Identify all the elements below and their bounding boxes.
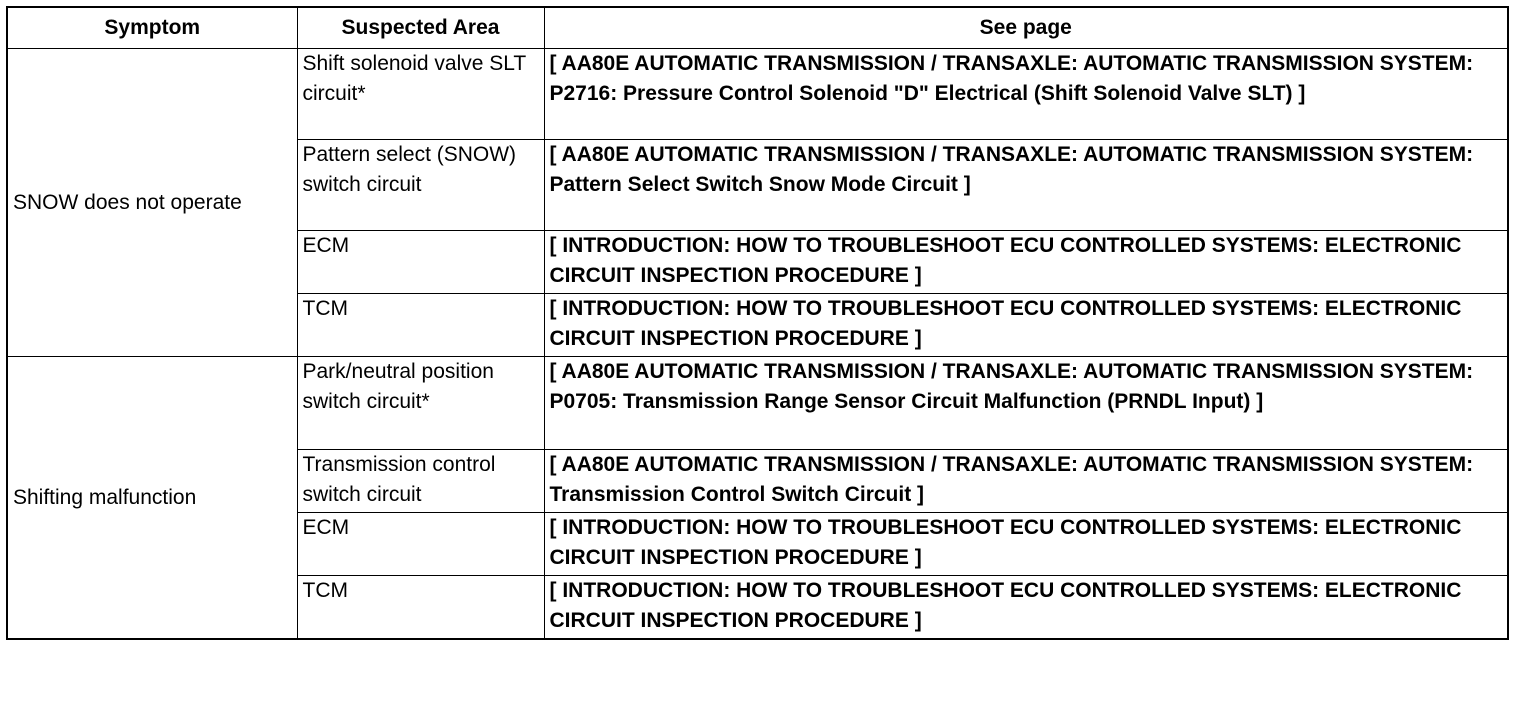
suspected-area-cell: ECM xyxy=(297,513,544,576)
suspected-area-cell: Shift solenoid valve SLT circuit* xyxy=(297,49,544,140)
header-symptom: Symptom xyxy=(7,7,297,49)
symptom-cell: Shifting malfunction xyxy=(7,357,297,640)
table-row xyxy=(7,49,1508,140)
suspected-area-cell: ECM xyxy=(297,231,544,294)
header-row xyxy=(7,7,1508,49)
see-page-link[interactable]: [ INTRODUCTION: HOW TO TROUBLESHOOT ECU CONTROLLED SYSTEMS: ELECTRONIC CIRCUIT INSPECTION PROCEDURE ] xyxy=(544,513,1508,576)
troubleshooting-table xyxy=(6,6,1509,640)
suspected-area-cell: Transmission control switch circuit xyxy=(297,450,544,513)
header-see-page: See page xyxy=(544,7,1508,49)
see-page-link[interactable]: [ INTRODUCTION: HOW TO TROUBLESHOOT ECU CONTROLLED SYSTEMS: ELECTRONIC CIRCUIT INSPECTION PROCEDURE ] xyxy=(544,294,1508,357)
suspected-area-cell: TCM xyxy=(297,294,544,357)
suspected-area-cell: TCM xyxy=(297,576,544,640)
see-page-link[interactable]: [ AA80E AUTOMATIC TRANSMISSION / TRANSAXLE: AUTOMATIC TRANSMISSION SYSTEM: P0705: Transmission Range Sensor Circuit Malfunction (PRNDL Input) ] xyxy=(544,357,1508,450)
see-page-link[interactable]: [ INTRODUCTION: HOW TO TROUBLESHOOT ECU CONTROLLED SYSTEMS: ELECTRONIC CIRCUIT INSPECTION PROCEDURE ] xyxy=(544,231,1508,294)
see-page-link[interactable]: [ AA80E AUTOMATIC TRANSMISSION / TRANSAXLE: AUTOMATIC TRANSMISSION SYSTEM: Transmission Control Switch Circuit ] xyxy=(544,450,1508,513)
see-page-link[interactable]: [ AA80E AUTOMATIC TRANSMISSION / TRANSAXLE: AUTOMATIC TRANSMISSION SYSTEM: Pattern Select Switch Snow Mode Circuit ] xyxy=(544,140,1508,231)
see-page-link[interactable]: [ INTRODUCTION: HOW TO TROUBLESHOOT ECU CONTROLLED SYSTEMS: ELECTRONIC CIRCUIT INSPECTION PROCEDURE ] xyxy=(544,576,1508,640)
see-page-link[interactable]: [ AA80E AUTOMATIC TRANSMISSION / TRANSAXLE: AUTOMATIC TRANSMISSION SYSTEM: P2716: Pressure Control Solenoid "D" Electrical (Shift Solenoid Valve SLT) ] xyxy=(544,49,1508,140)
symptom-cell: SNOW does not operate xyxy=(7,49,297,357)
table-row xyxy=(7,357,1508,450)
suspected-area-cell: Park/neutral position switch circuit* xyxy=(297,357,544,450)
suspected-area-cell: Pattern select (SNOW) switch circuit xyxy=(297,140,544,231)
header-suspected-area: Suspected Area xyxy=(297,7,544,49)
